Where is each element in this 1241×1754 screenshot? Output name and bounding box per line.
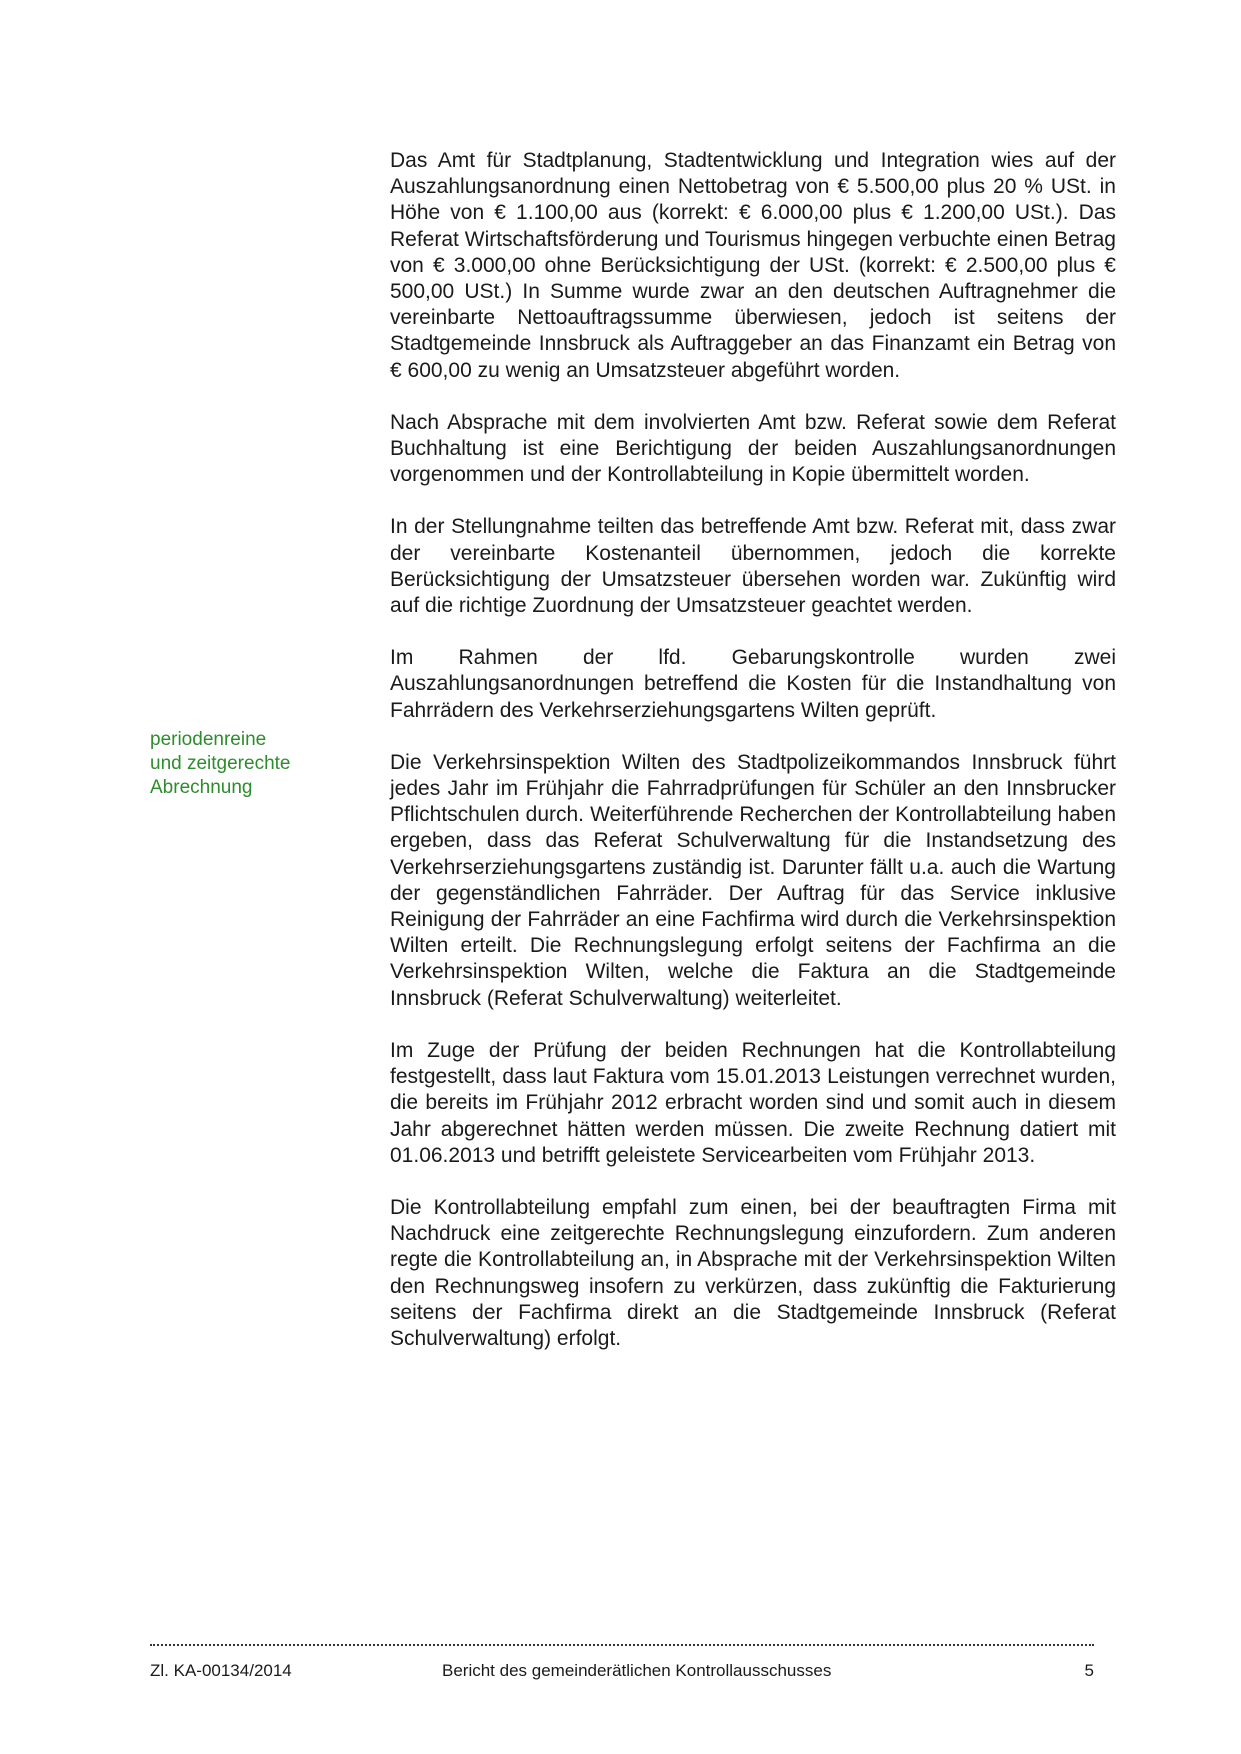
footer-divider (150, 1644, 1094, 1646)
margin-note-line: und zeitgerechte (150, 753, 291, 774)
margin-note-line: Abrechnung (150, 777, 253, 798)
main-text-column (390, 148, 1116, 1378)
page-footer (150, 1660, 1094, 1684)
margin-note-abrechnung (150, 728, 350, 800)
footer-reference: Zl. KA-00134/2014 (150, 1661, 292, 1680)
paragraph-stellungnahme: In der Stellungnahme teilten das betreffende Amt bzw. Referat mit, dass zwar der vereinbarte Kostenanteil übernommen, jedoch die korrekte Berücksichtigung der Umsatzsteuer übersehen worden war. Zukünftig wird auf die richtige Zuordnung der Umsatzsteuer geachtet werden. (390, 515, 1116, 618)
footer-page-number: 5 (1084, 1661, 1094, 1680)
paragraph-pruefung-rechnungen: Im Zuge der Prüfung der beiden Rechnungen hat die Kontrollabteilung festgestellt, dass laut Faktura vom 15.01.2013 Leistungen verrechnet wurden, die bereits im Frühjahr 2012 erbracht worden sind und somit auch in diesem Jahr abgerechnet hätten werden müssen. Die zweite Rechnung datiert mit 01.06.2013 und betrifft geleistete Servicearbeiten vom Frühjahr 2013. (390, 1038, 1116, 1167)
paragraph-ust-correction: Das Amt für Stadtplanung, Stadtentwicklung und Integration wies auf der Auszahlungsanordnung einen Nettobetrag von € 5.500,00 plus 20 % USt. in Höhe von € 1.100,00 aus (korrekt: € 6.000,00 plus € 1.200,00 USt.). Das Referat Wirtschaftsförderung und Tourismus hingegen verbuchte einen Betrag von € 3.000,00 ohne Berücksichtigung der USt. (korrekt: € 2.500,00 plus € 500,00 USt.) In Summe wurde zwar an den deutschen Auftragnehmer die vereinbarte Nettoauftragssumme überwiesen, jedoch ist seitens der Stadtgemeinde Innsbruck als Auftraggeber an das Finanzamt ein Betrag von € 600,00 zu wenig an Umsatzsteuer abgeführt worden. (390, 149, 1116, 382)
paragraph-empfehlung: Die Kontrollabteilung empfahl zum einen, bei der beauftragten Firma mit Nachdruck eine zeitgerechte Rechnungslegung einzufordern. Zum anderen regte die Kontrollabteilung an, in Absprache mit der Verkehrsinspektion Wilten den Rechnungsweg insofern zu verkürzen, dass zukünftig die Fakturierung seitens der Fachfirma direkt an die Stadtgemeinde Innsbruck (Referat Schulverwaltung) erfolgt. (390, 1195, 1116, 1350)
paragraph-berichtigung: Nach Absprache mit dem involvierten Amt bzw. Referat sowie dem Referat Buchhaltung ist eine Berichtigung der beiden Auszahlungsanordnungen vorgenommen und der Kontrollabteilung in Kopie übermittelt worden. (390, 410, 1116, 487)
footer-title: Bericht des gemeinderätlichen Kontrollausschusses (442, 1661, 832, 1680)
margin-note-line: periodenreine (150, 729, 267, 750)
paragraph-verkehrsinspektion: Die Verkehrsinspektion Wilten des Stadtpolizeikommandos Innsbruck führt jedes Jahr im Frühjahr die Fahrradprüfungen für Schüler an den Innsbrucker Pflichtschulen durch. Weiterführende Recherchen der Kontrollabteilung haben ergeben, dass das Referat Schulverwaltung für die Instandsetzung des Verkehrserziehungsgartens zuständig ist. Darunter fällt u.a. auch die Wartung der gegenständlichen Fahrräder. Der Auftrag für das Service inklusive Reinigung der Fahrräder an eine Fachfirma wird durch die Verkehrsinspektion Wilten erteilt. Die Rechnungslegung erfolgt seitens der Fachfirma an die Verkehrsinspektion Wilten, welche die Faktura an die Stadtgemeinde Innsbruck (Referat Schulverwaltung) weiterleitet. (390, 750, 1116, 1010)
paragraph-gebarungskontrolle: Im Rahmen der lfd. Gebarungskontrolle wurden zwei Auszahlungsanordnungen betreffend die Kosten für die Instandhaltung von Fahrrädern des Verkehrserziehungsgartens Wilten geprüft. (390, 646, 1116, 722)
